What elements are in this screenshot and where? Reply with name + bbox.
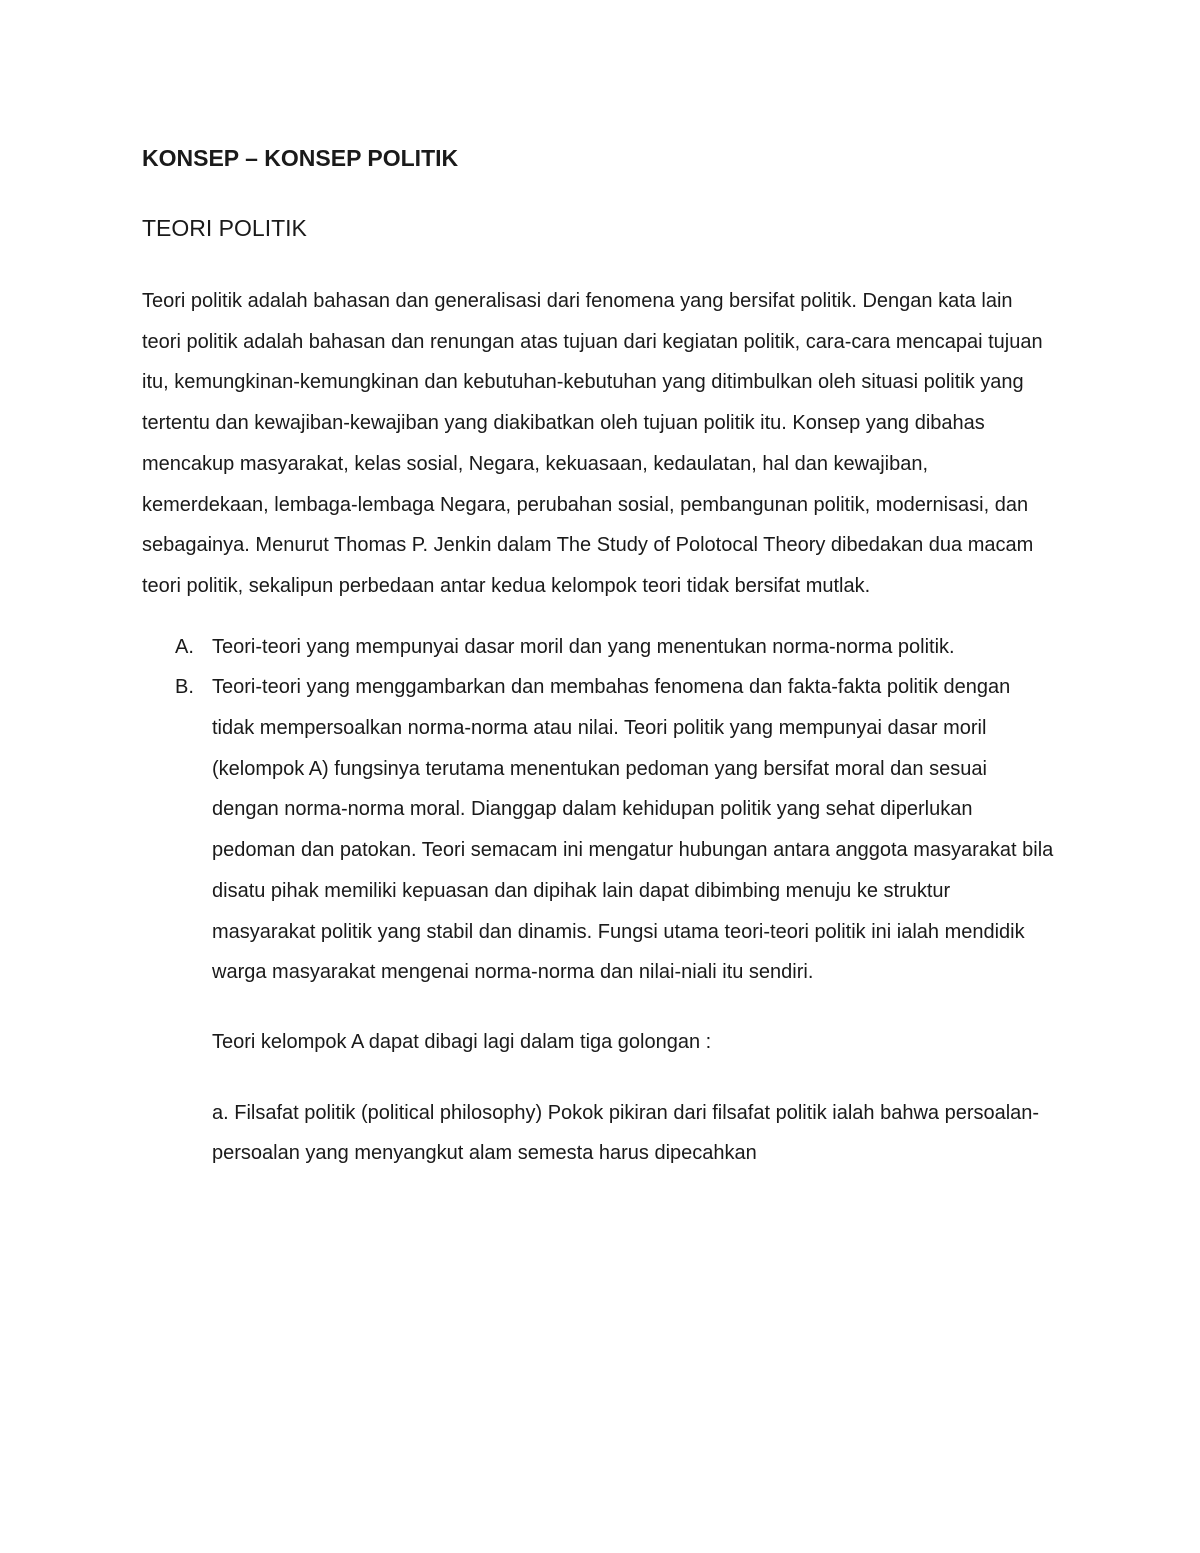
theory-list (142, 627, 1062, 993)
list-item (142, 667, 1057, 993)
list-marker: B. (175, 676, 194, 699)
group-a-intro: Teori kelompok A dapat dibagi lagi dalam tiga golongan : (212, 1030, 712, 1053)
list-item-text: Teori-teori yang menggambarkan dan membahas fenomena dan fakta-fakta politik dengan tidak mempersoalkan norma-norma atau nilai. Teori politik yang mempunyai dasar moril (kelompok A) fungsinya terutama menentukan pedoman yang bersifat moral dan sesuai dengan norma-norma moral. Dianggap dalam kehidupan politik yang sehat diperlukan pedoman dan patokan. Teori semacam ini mengatur hubungan antara anggota masyarakat bila disatu pihak memiliki kepuasan dan dipihak lain dapat dibimbing menuju ke struktur masyarakat politik yang stabil dan dinamis. Fungsi utama teori-teori politik ini ialah mendidik warga masyarakat mengenai norma-norma dan nilai-niali itu sendiri. (212, 676, 1054, 984)
list-item (142, 627, 1057, 668)
section-heading: TEORI POLITIK (142, 215, 307, 241)
document-title: KONSEP – KONSEP POLITIK (142, 145, 459, 171)
document-body (142, 138, 1062, 1174)
list-marker: A. (175, 635, 194, 658)
list-item-text: Teori-teori yang mempunyai dasar moril dan yang menentukan norma-norma politik. (212, 635, 955, 658)
intro-paragraph: Teori politik adalah bahasan dan generalisasi dari fenomena yang bersifat politik. Dengan kata lain teori politik adalah bahasan dan renungan atas tujuan dari kegiatan politik, cara-cara mencapai tujuan itu, kemungkinan-kemungkinan dan kebutuhan-kebutuhan yang ditimbulkan oleh situasi politik yang tertentu dan kewajiban-kewajiban yang diakibatkan oleh tujuan politik itu. Konsep yang dibahas mencakup masyarakat, kelas sosial, Negara, kekuasaan, kedaulatan, hal dan kewajiban, kemerdekaan, lembaga-lembaga Negara, perubahan sosial, pembangunan politik, modernisasi, dan sebagainya. Menurut Thomas P. Jenkin dalam The Study of Polotocal Theory dibedakan dua macam teori politik, sekalipun perbedaan antar kedua kelompok teori tidak bersifat mutlak. (142, 290, 1043, 597)
subpoint-a-paragraph: a. Filsafat politik (political philosophy) Pokok pikiran dari filsafat politik ialah bahwa persoalan-persoalan yang menyangkut alam semesta harus dipecahkan (212, 1101, 1040, 1165)
